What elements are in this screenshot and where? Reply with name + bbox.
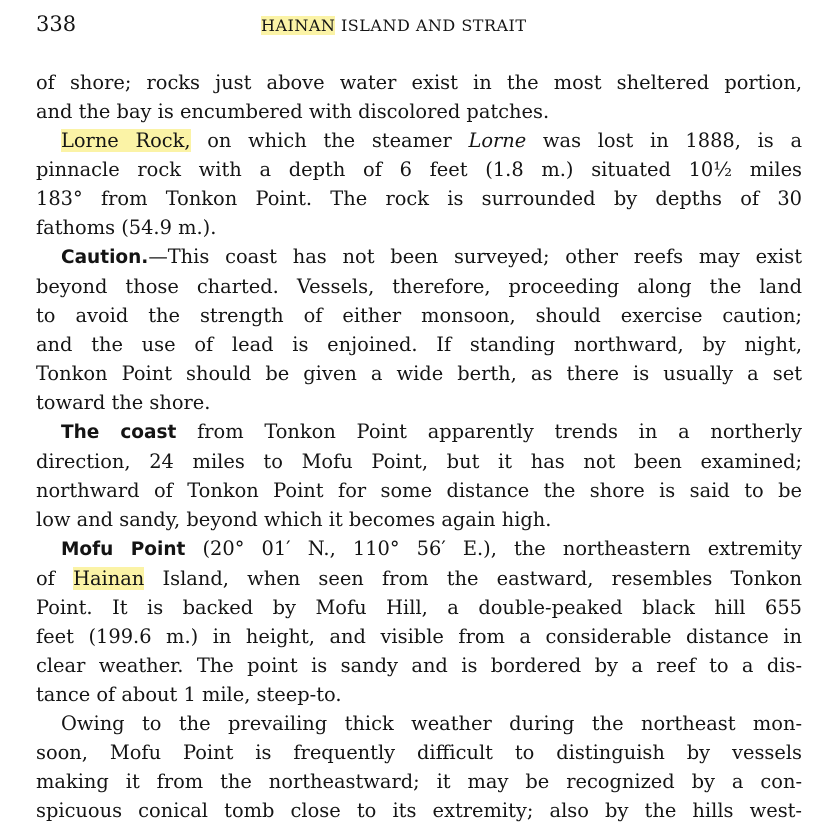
page-number: 338	[36, 12, 77, 36]
running-title	[261, 16, 527, 35]
text-line: toward the shore.	[36, 391, 211, 414]
paragraph-mofu-point	[36, 534, 802, 709]
text-line: fathoms (54.9 m.).	[36, 216, 217, 239]
term-lorne-rock: Lorne Rock,	[61, 129, 191, 152]
text-run: of	[36, 567, 74, 590]
running-title-rest: ISLAND AND STRAIT	[335, 16, 527, 35]
term-the-coast: The coast	[61, 422, 177, 443]
text-line: and the use of lead is enjoined. If standing northward, by night,	[36, 333, 802, 356]
ship-name: Lorne	[468, 129, 527, 152]
document-page	[36, 12, 802, 825]
text-line	[36, 417, 802, 447]
paragraph-shore	[36, 68, 802, 126]
text-line: soon, Mofu Point is frequently difficult to distinguish by vessels	[36, 741, 802, 764]
body-text	[36, 68, 802, 825]
text-line: Point. It is backed by Mofu Hill, a double-peaked black hill 655	[36, 596, 802, 619]
paragraph-owing	[36, 709, 802, 825]
text-line: feet (199.6 m.) in height, and visible from a considerable distance in	[36, 625, 802, 648]
text-line	[36, 126, 802, 155]
text-run: —This coast has not been surveyed; other reefs may exist	[148, 245, 802, 268]
text-line: clear weather. The point is sandy and is bordered by a reef to a dis-	[36, 654, 802, 677]
text-line	[36, 534, 802, 564]
text-line: Tonkon Point should be given a wide berth, as there is usually a set	[36, 362, 802, 385]
text-line: of shore; rocks just above water exist in the most sheltered portion,	[36, 71, 802, 94]
text-run: from Tonkon Point apparently trends in a northerly	[176, 420, 802, 443]
text-line: low and sandy, beyond which it becomes again high.	[36, 508, 552, 531]
text-line: northward of Tonkon Point for some distance the shore is said to be	[36, 479, 802, 502]
term-mofu-point: Mofu Point	[61, 539, 186, 560]
paragraph-caution	[36, 242, 802, 417]
text-line: beyond those charted. Vessels, therefore, proceeding along the land	[36, 275, 802, 298]
text-run: on which the steamer	[190, 129, 469, 152]
text-run: Island, when seen from the eastward, resembles Tonkon	[144, 567, 802, 590]
text-line: pinnacle rock with a depth of 6 feet (1.8 m.) situated 10½ miles	[36, 158, 802, 181]
text-line	[36, 564, 802, 593]
text-line: making it from the northeastward; it may be recognized by a con-	[36, 770, 802, 793]
text-line: spicuous conical tomb close to its extremity; also by the hills west-	[36, 799, 802, 822]
paragraph-lorne-rock	[36, 126, 802, 242]
term-caution: Caution.	[61, 247, 149, 268]
text-line: direction, 24 miles to Mofu Point, but it has not been examined;	[36, 450, 802, 473]
text-line	[36, 242, 802, 272]
text-line: and the bay is encumbered with discolored patches.	[36, 100, 550, 123]
paragraph-coast	[36, 417, 802, 534]
term-hainan: Hainan	[73, 567, 145, 590]
running-title-highlight: HAINAN	[261, 16, 336, 35]
text-line: tance of about 1 mile, steep-to.	[36, 683, 342, 706]
text-run: (20° 01′ N., 110° 56′ E.), the northeastern extremity	[185, 537, 802, 560]
text-run: was lost in 1888, is a	[526, 129, 802, 152]
text-line: to avoid the strength of either monsoon, should exercise caution;	[36, 304, 802, 327]
text-line: 183° from Tonkon Point. The rock is surrounded by depths of 30	[36, 187, 802, 210]
text-line: Owing to the prevailing thick weather during the northeast mon-	[61, 712, 802, 735]
running-header	[36, 12, 802, 46]
